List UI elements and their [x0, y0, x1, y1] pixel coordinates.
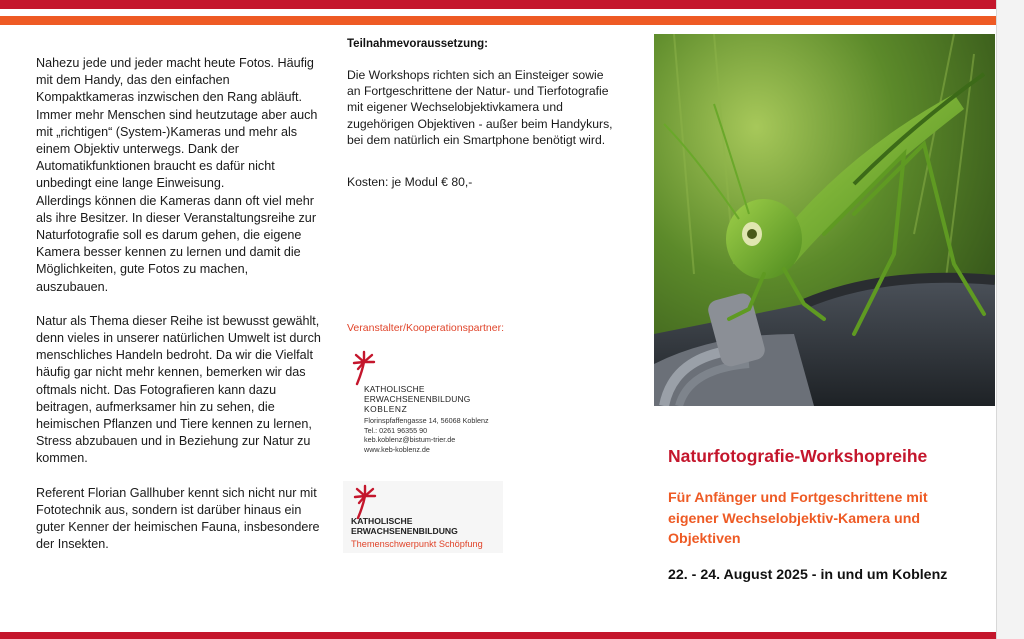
- phone-line: Tel.: 0261 96355 90: [364, 425, 428, 435]
- intro-paragraph-4: Referent Florian Gallhuber kennt sich nicht nur mit Fototechnik aus, sondern ist darüber hinaus ein guter Kenner der heimischen Fauna, insbesondere der Insekten.: [36, 485, 320, 552]
- logo2-name: [351, 516, 458, 536]
- cost-text: Kosten: je Modul € 80,-: [347, 175, 473, 189]
- logo1-line1: KATHOLISCHE: [364, 384, 425, 394]
- intro-paragraph-1: Nahezu jede und jeder macht heute Fotos. Häufig mit dem Handy, das den einfachen Kompaktkameras inzwischen den Rang abläuft. Immer mehr Menschen sind heutzutage aber auch mit „richtigen“ (System-)Kameras und mehr als einem Objektiv unterwegs. Dank der Automatikfunktionen braucht es dafür nicht unbedingt eine lange Einweisung.: [36, 56, 318, 191]
- page-subtitle: Für Anfänger und Fortgeschrittene mit eigener Wechselobjektiv-Kamera und Objektiven: [668, 490, 928, 547]
- requirements-text: Die Workshops richten sich an Einsteiger sowie an Fortgeschrittene der Natur- und Tierfotografie mit eigener Wechselobjektivkamera und zugehörigen Objektiven - außer beim Handykurs, bei dem natürlich ein Smartphone benötigt wird.: [347, 68, 613, 147]
- intro-paragraph-2: Allerdings können die Kameras dann oft viel mehr als ihre Besitzer. In dieser Veranstaltungsreihe zur Naturfotografie soll es darum gehen, die eigene Kamera besser kennen zu lernen und damit die Möglichkeiten, gute Fotos zu machen, auszubauen.: [36, 193, 317, 294]
- page-title: Naturfotografie-Workshopreihe: [668, 446, 928, 466]
- logo2-theme: Themenschwerpunkt Schöpfung: [351, 539, 483, 549]
- logo1-name: [364, 384, 550, 414]
- intro-column: [36, 55, 321, 570]
- email-line: keb.koblenz@bistum-trier.de: [364, 435, 456, 445]
- top-red-band: [0, 0, 996, 9]
- partners-label: Veranstalter/Kooperationspartner:: [347, 322, 505, 334]
- keb-flame-icon: [350, 350, 380, 386]
- top-orange-band: [0, 16, 996, 25]
- logo1-city: KOBLENZ: [364, 404, 408, 414]
- logo2-line2: ERWACHSENENBILDUNG: [351, 526, 458, 536]
- event-date: 22. - 24. August 2025 - in und um Koblenz: [668, 567, 948, 583]
- logo1-line2: ERWACHSENENBILDUNG: [364, 394, 471, 404]
- bottom-red-band: [0, 632, 996, 639]
- intro-paragraph-3: Natur als Thema dieser Reihe ist bewusst gewählt, denn vieles in unserer natürlichen Umwelt ist durch menschliches Handeln bedroht. Da wir die Vielfalt häufig gar nicht mehr kennen, bemerken wir das oftmals nicht. Das Fotografieren kann dazu beitragen, aufmerksamer hin zu sehen, die heimischen Pflanzen und Tiere kennen zu lernen, Stress abzubauen und in Beziehung zur Natur zu kommen.: [36, 313, 321, 466]
- web-line: www.keb-koblenz.de: [364, 444, 430, 454]
- page-margin-background: [997, 0, 1024, 639]
- logo2-line1: KATHOLISCHE: [351, 516, 413, 526]
- keb-schoepfung-logo: [343, 481, 503, 553]
- keb-flame-icon-2: [351, 484, 381, 520]
- requirements-heading: Teilnahmevoraussetzung:: [347, 38, 489, 50]
- address-line: Florinspfaffengasse 14, 56068 Koblenz: [364, 416, 489, 425]
- keb-address-block: [364, 416, 489, 454]
- grasshopper-photo: [654, 34, 995, 406]
- keb-koblenz-logo: [350, 350, 550, 414]
